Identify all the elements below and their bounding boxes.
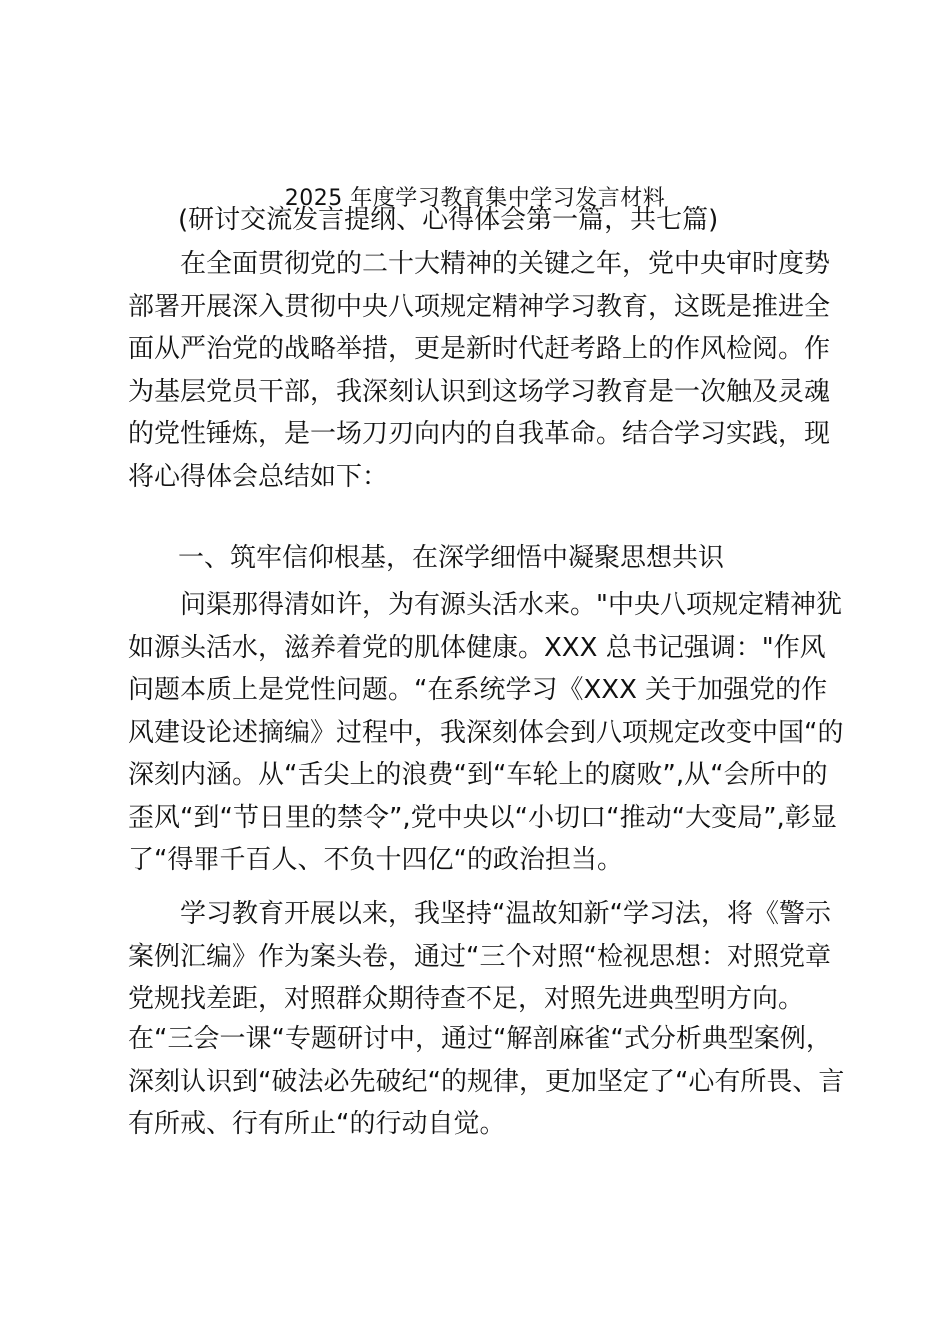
text-line: 将心得体会总结如下： (128, 461, 389, 492)
text-line: 部署开展深入贯彻中央八项规定精神学习教育，这既是推进全 (128, 291, 831, 322)
text-line: 深刻认识到“破法必先破纪“的规律，更加坚定了“心有所畏、言 (128, 1066, 845, 1097)
paragraph-3 (128, 1018, 845, 1146)
section1-heading: 一、筑牢信仰根基，在深学细悟中凝聚思想共识 (178, 543, 725, 573)
text-line: 歪风“到“节日里的禁令”,党中央以“小切口“推动“大变局”,彰显 (128, 802, 837, 833)
text-line: 在全面贯彻党的二十大精神的关键之年，党中央审时度势 (180, 249, 831, 279)
text-line: 的党性锤炼，是一场刀刃向内的自我革命。结合学习实践，现 (128, 419, 831, 449)
paragraph-1 (128, 584, 844, 882)
text-line: 问题本质上是党性问题。“在系统学习《XXX 关于加强党的作 (128, 675, 828, 705)
intro-paragraph (128, 243, 834, 498)
text-line: 学习教育开展以来，我坚持“温故知新“学习法，将《警示 (180, 899, 831, 929)
text-line: 有所戒、行有所止“的行动自觉。 (128, 1109, 506, 1139)
document-subtitle: (研讨交流发言提纲、心得体会第一篇，共七篇) (178, 205, 719, 235)
text-line: 风建设论述摘编》过程中，我深刻体会到八项规定改变中国“的 (128, 717, 844, 748)
text-line: 案例汇编》作为案头卷，通过“三个对照“检视思想：对照党章 (128, 941, 831, 972)
text-line: 问渠那得清如许，为有源头活水来。"中央八项规定精神犹 (180, 590, 842, 620)
text-line: 如源头活水，滋养着党的肌体健康。XXX 总书记强调："作风 (128, 632, 826, 663)
document-title: 2025 年度学习教育集中学习发言材料 (284, 186, 666, 211)
text-line: 面从严治党的战略举措，更是新时代赶考路上的作风检阅。作 (128, 334, 831, 364)
section-heading (128, 537, 834, 580)
paragraph-2 (128, 893, 834, 1021)
text-line: 在“三会一课“专题研讨中，通过“解剖麻雀“式分析典型案例， (128, 1024, 832, 1054)
text-line: 党规找差距，对照群众期待查不足，对照先进典型明方向。 (128, 984, 805, 1014)
text-line: 深刻内涵。从“舌尖上的浪费“到“车轮上的腐败”,从“会所中的 (128, 760, 828, 790)
text-line: 了“得罪千百人、不负十四亿“的政治担当。 (128, 845, 623, 875)
text-line: 为基层党员干部，我深刻认识到这场学习教育是一次触及灵魂 (128, 376, 831, 407)
